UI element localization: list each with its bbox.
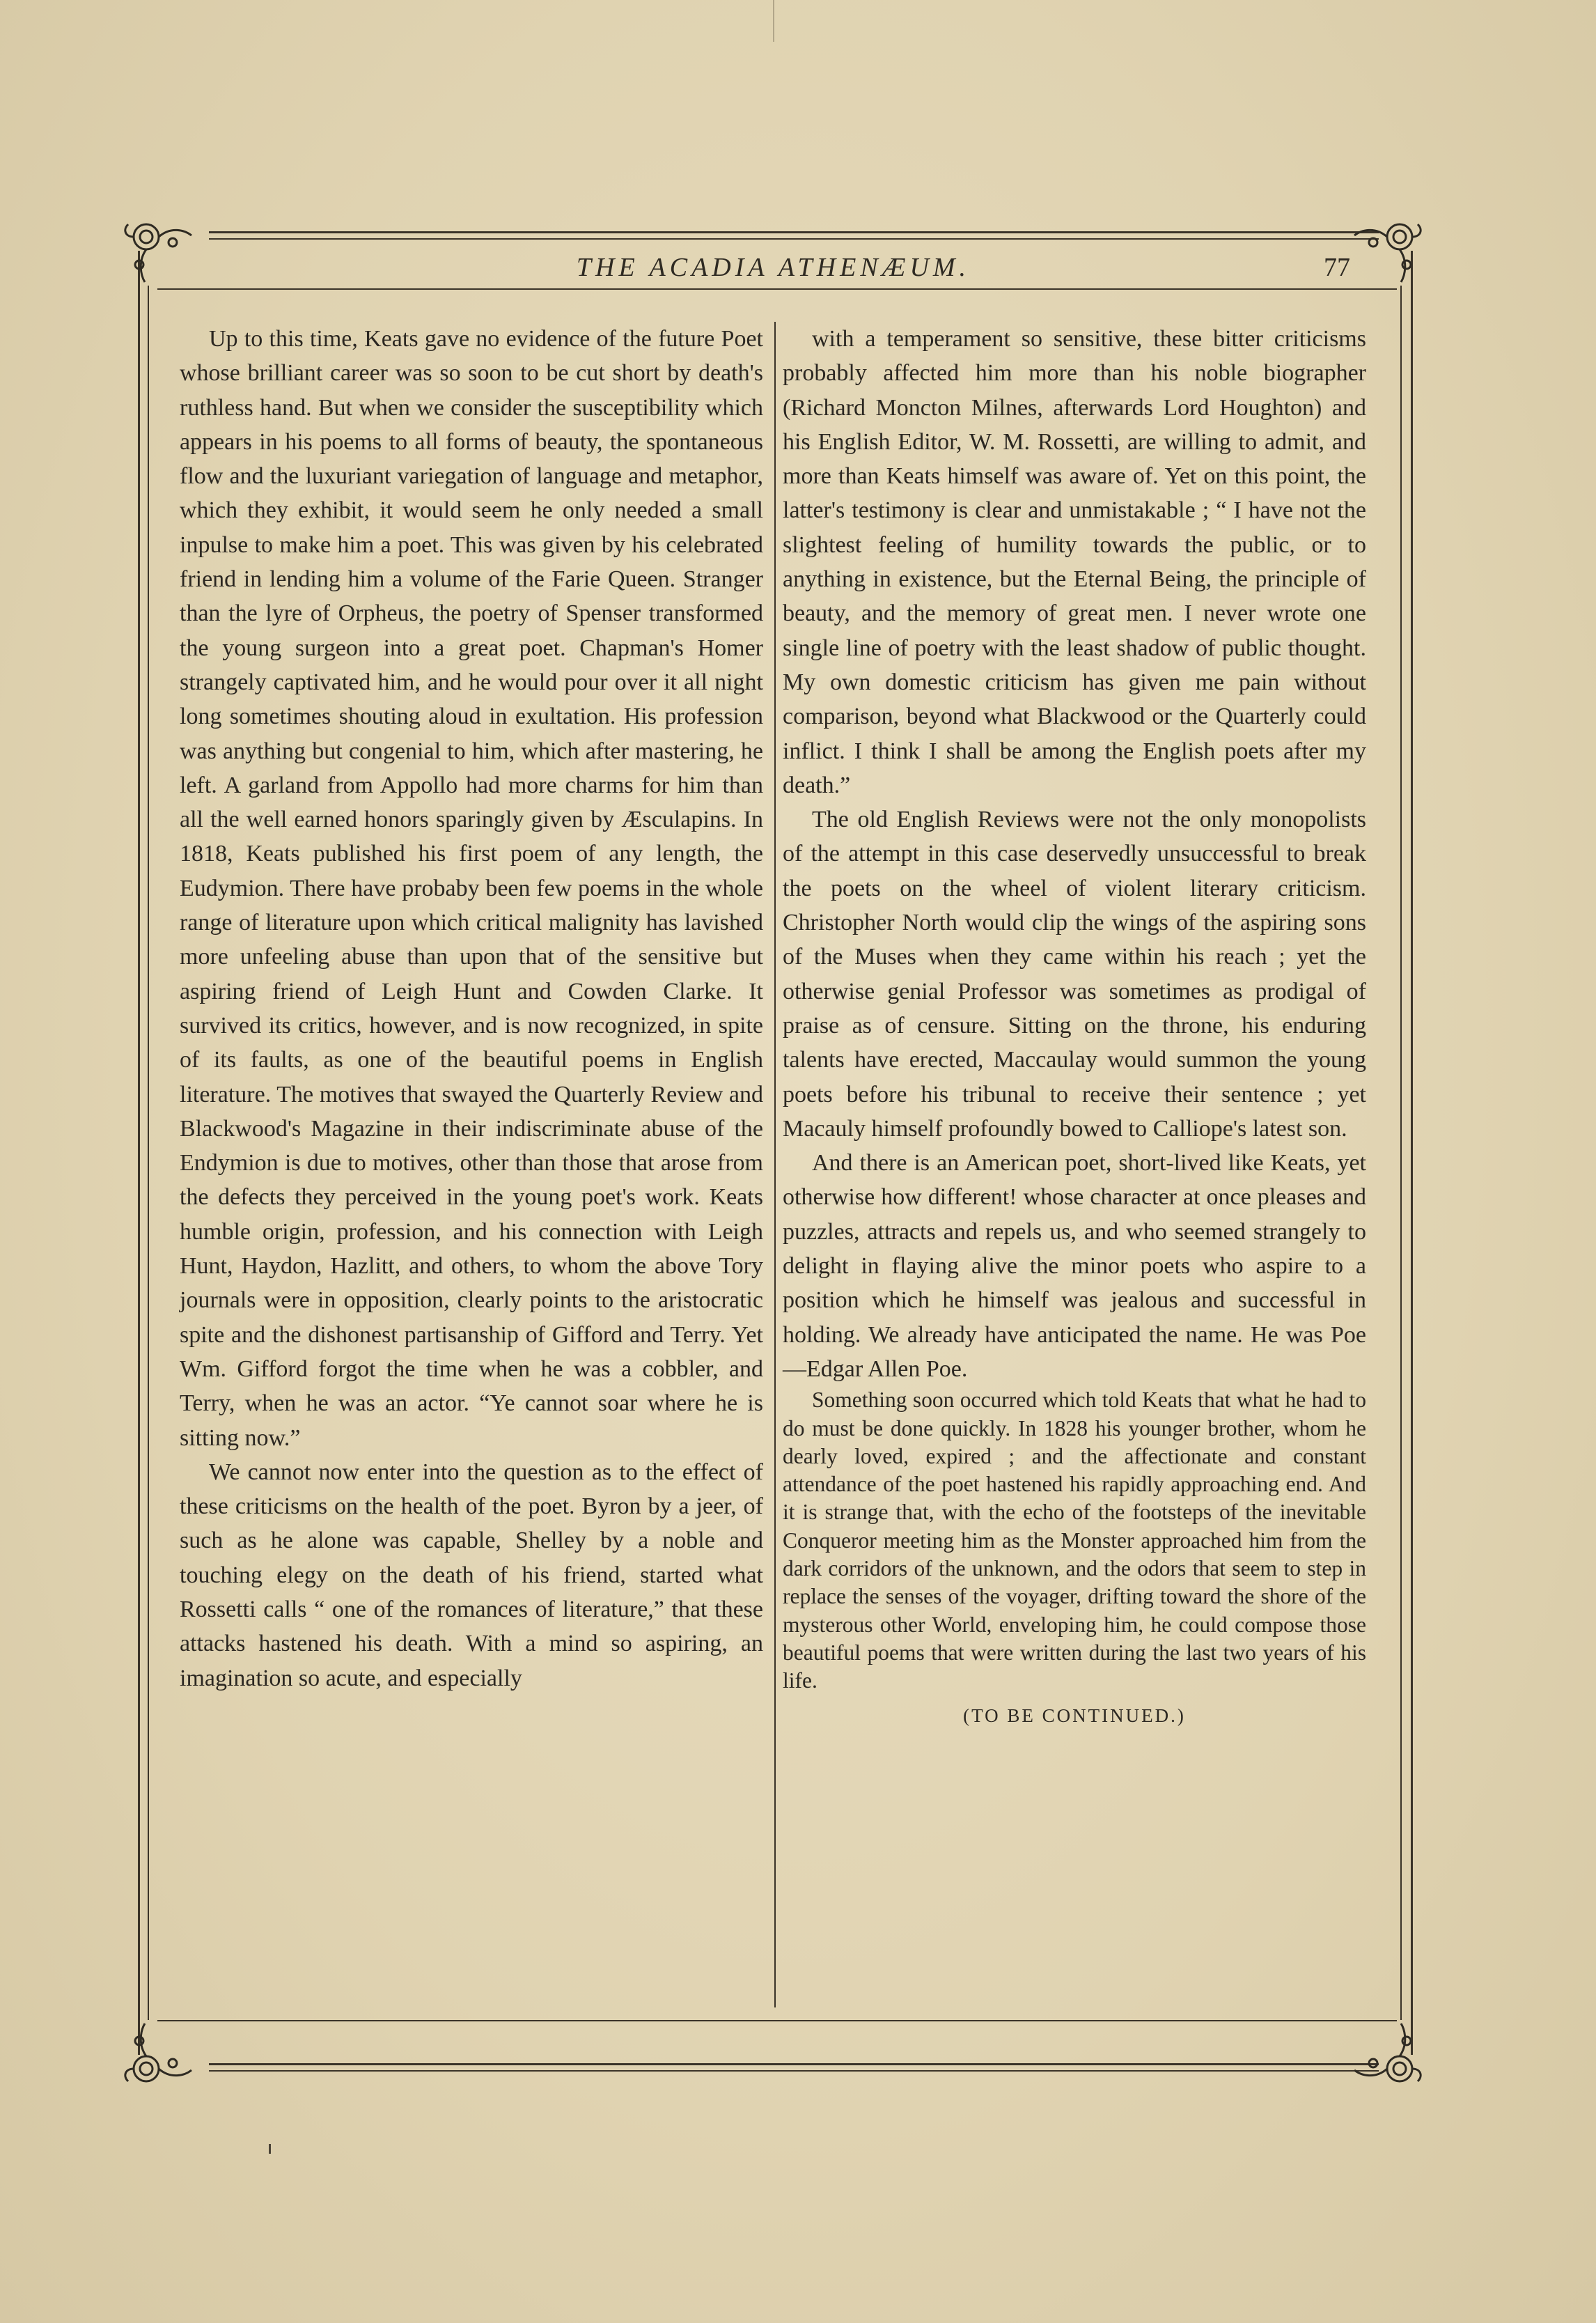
ornament-bottom-left-icon xyxy=(118,2020,195,2097)
column-divider xyxy=(774,322,776,2007)
top-rule-thin xyxy=(209,238,1379,240)
paragraph: Something soon occurred which told Keats that what he had to do must be done quickly. In 1828 his younger brother, whom he dearly loved, expired ; and the affectionate and constant attendance of the poet hastened his rapidly approaching end. And it is strange that, with the echo of the footsteps of the inevitable Conqueror meeting him as the Monster approached him from the dark corridors of the unknown, and the odors that seem to step in replace the senses of the voyager, drifting toward the shore of the mysterous other World, enveloping him, he could compose those beautiful poems that were written during the last two years of his life. xyxy=(783,1388,1366,1693)
bottom-rule-thin xyxy=(209,2070,1379,2072)
right-column xyxy=(783,322,1366,1734)
journal-title: THE ACADIA ATHENÆUM. xyxy=(576,253,971,282)
left-column xyxy=(180,322,763,1695)
page-number: 77 xyxy=(1324,253,1350,282)
bottom-rule-inner xyxy=(157,2020,1397,2021)
ink-speck xyxy=(269,2144,271,2154)
running-header xyxy=(148,248,1399,290)
continued-note: (TO BE CONTINUED.) xyxy=(963,1705,1186,1727)
paper-fold xyxy=(773,0,774,42)
ornament-bottom-right-icon xyxy=(1351,2020,1427,2097)
top-rule-outer xyxy=(209,231,1379,233)
paragraph: The old English Reviews were not the only monopolists of the attempt in this case deservedly unsuccessful to break the poets on the wheel of violent literary criticism. Christopher North would clip the wings of the aspiring sons of the Muses when they came within his reach ; yet the otherwise genial Professor was sometimes as prodigal of praise as of censure. Sitting on the throne, his enduring talents have erected, Maccaulay would summon the young poets before his tribunal to receive their sentence ; yet Macauly himself profoundly bowed to Calliope's latest son. xyxy=(783,807,1366,1142)
paragraph: And there is an American poet, short-lived like Keats, yet otherwise how different! whose character at once pleases and puzzles, attracts and repels us, and who seemed strangely to delight in flaying alive the minor poets who aspire to a position which he himself was jealous and successful in holding. We already have anticipated the name. He was Poe—Edgar Allen Poe. xyxy=(783,1150,1366,1382)
paragraph: with a temperament so sensitive, these bitter criticisms probably affected him more than his noble biographer (Richard Moncton Milnes, afterwards Lord Houghton) and his English Editor, W. M. Rossetti, are willing to admit, and more than Keats himself was aware of. Yet on this point, the latter's testimony is clear and unmistakable ; “ I have not the slightest feeling of humility towards the public, or to anything in existence, but the Eternal Being, the principle of beauty, and the memory of great men. I never wrote one single line of poetry with the least shadow of public thought. My own domestic criticism has given me pain without comparison, beyond what Blackwood or the Quarterly could inflict. I think I shall be among the English poets after my death.” xyxy=(783,326,1366,798)
paragraph: Up to this time, Keats gave no evidence of the future Poet whose brilliant career was so soon to be cut short by death's ruthless hand. But when we consider the susceptibility which appears in his poems to all forms of beauty, the spontaneous flow and the luxuriant variegation of language and metaphor, which they exhibit, it would seem he only needed a small inpulse to make him a poet. This was given by his celebrated friend in lending him a volume of the Farie Queen. Stranger than the lyre of Orpheus, the poetry of Spenser transformed the young surgeon into a great poet. Chapman's Homer strangely captivated him, and he would pour over it all night long sometimes shouting aloud in exultation. His profession was anything but congenial to him, which after mastering, he left. A garland from Appollo had more charms for him than all the well earned honors sparingly given by Æsculapins. In 1818, Keats published his first poem of any length, the Eudymion. There have probaby been few poems in the whole range of literature upon which critical malignity has lavished more unfeeling abuse than upon that of the sensitive but aspiring friend of Leigh Hunt and Cowden Clarke. It survived its critics, however, and is now recognized, in spite of its faults, as one of the beautiful poems in English literature. The motives that swayed the Quarterly Review and Blackwood's Magazine in their indiscriminate abuse of the Endymion is due to motives, other than those that arose from the defects they perceived in the young poet's work. Keats humble origin, profession, and his connection with Leigh Hunt, Haydon, Hazlitt, and others, to whom the above Tory journals were in opposition, clearly points to the aristocratic spite and the dishonest partisanship of Gifford and Terry. Yet Wm. Gifford forgot the time when he was a cobbler, and Terry, when he was an actor. “Ye cannot soar where he is sitting now.” xyxy=(180,326,763,1451)
bottom-rule-outer xyxy=(209,2063,1379,2065)
paragraph: We cannot now enter into the question as to the effect of these criticisms on the health of the poet. Byron by a jeer, of such as he alone was capable, Shelley by a noble and touching elegy on the death of his friend, started what Rossetti calls “ one of the romances of literature,” that these attacks hastened his death. With a mind so aspiring, an imagination so acute, and especially xyxy=(180,1459,763,1691)
